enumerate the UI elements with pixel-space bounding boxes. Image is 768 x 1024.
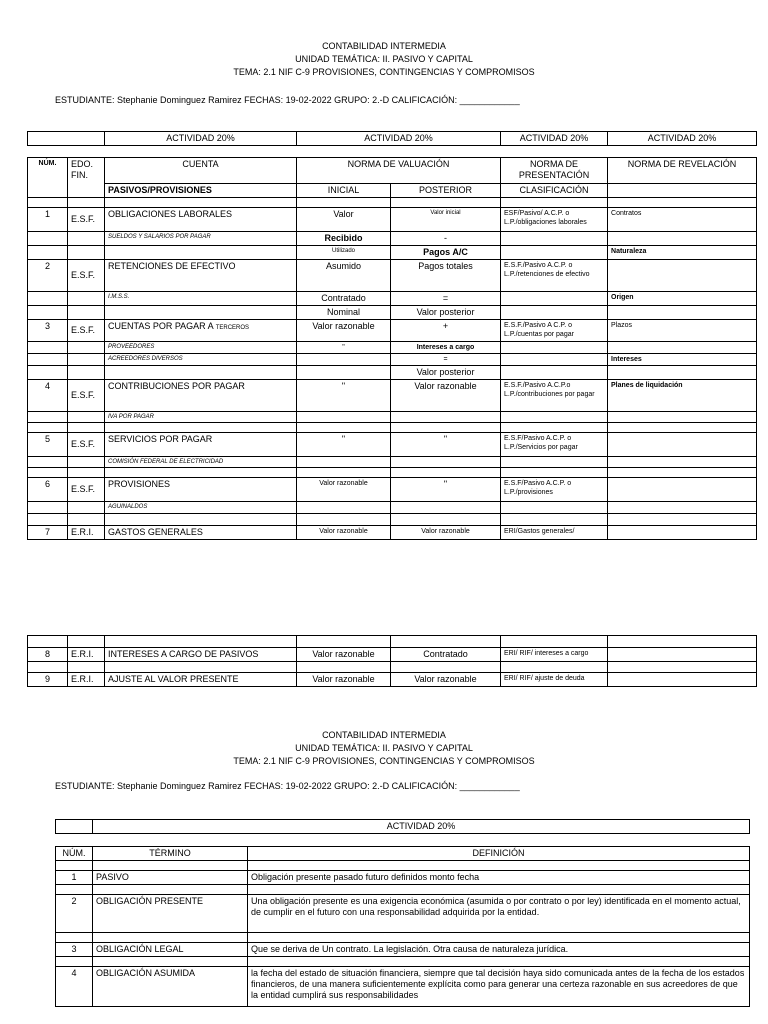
empty-cell: [608, 184, 757, 198]
row-revelacion: Naturaleza: [608, 246, 757, 260]
unit-title: UNIDAD TEMÁTICA: II. PASIVO Y CAPITAL: [295, 743, 473, 753]
header-pasivos: PASIVOS/PROVISIONES: [105, 184, 297, 198]
accounts-table: [27, 157, 757, 540]
row-clasificacion: ERI/ RIF/ intereses a cargo: [501, 648, 608, 662]
row-inicial: Valor razonable: [297, 673, 391, 687]
row-num: 3: [28, 320, 68, 342]
row-posterior: ": [391, 478, 501, 502]
row-posterior: Valor inicial: [391, 208, 501, 232]
row-posterior: Valor posterior: [391, 366, 501, 380]
subaccount: AGUINALDOS: [105, 502, 297, 514]
row-inicial: Nominal: [297, 306, 391, 320]
row-edo: E.S.F.: [68, 478, 105, 502]
row-posterior: =: [391, 292, 501, 306]
row-inicial: Valor razonable: [297, 648, 391, 662]
row-cuenta: [105, 320, 297, 342]
row-cuenta: GASTOS GENERALES: [105, 526, 297, 540]
row-inicial: ": [297, 342, 391, 354]
row-clasificacion: ERI/ RIF/ ajuste de deuda: [501, 673, 608, 687]
row-num: 4: [28, 380, 68, 412]
header-posterior: POSTERIOR: [391, 184, 501, 198]
row-posterior: Contratado: [391, 648, 501, 662]
row-posterior: Valor razonable: [391, 673, 501, 687]
term-name: OBLIGACIÓN PRESENTE: [93, 895, 248, 933]
row-revelacion: Origen: [608, 292, 757, 306]
row-revelacion: Planes de liquidación: [608, 380, 757, 412]
term-definition: Que se deriva de Un contrato. La legislación. Otra causa de naturaleza jurídica.: [248, 943, 750, 957]
row-inicial: ": [297, 380, 391, 412]
activity-blank: [28, 132, 105, 146]
row-inicial: ": [297, 433, 391, 457]
table-row: [28, 208, 757, 232]
row-revelacion: Plazos: [608, 320, 757, 342]
activity-cell: ACTIVIDAD 20%: [608, 132, 757, 146]
term-definition: Obligación presente pasado futuro definidos monto fecha: [248, 871, 750, 885]
row-edo: E.R.I.: [68, 673, 105, 687]
row-inicial: Utilizado: [297, 246, 391, 260]
row-posterior: Valor razonable: [391, 526, 501, 540]
row-edo: E.S.F.: [68, 208, 105, 232]
row-num: 8: [28, 648, 68, 662]
term-definition: Una obligación presente es una exigencia económica (asumida o por contrato o por ley) identificada en el momento actual, de cumplir en el futuro con una responsabilidad adquirida por la entidad.: [248, 895, 750, 933]
header-termino: TÉRMINO: [93, 847, 248, 861]
table-row: [28, 526, 757, 540]
row-clasificacion: E.S.F/Pasivo A.C.P. o L.P./provisiones: [501, 478, 608, 502]
row-num: 2: [28, 260, 68, 292]
row-clasificacion: ESF/Pasivo/ A.C.P. o L.P./obligaciones laborales: [501, 208, 608, 232]
activity-blank: [56, 820, 93, 834]
row-cuenta: OBLIGACIONES LABORALES: [105, 208, 297, 232]
row-edo: E.S.F.: [68, 433, 105, 457]
table-row: [28, 648, 757, 662]
accounts-table-continued: [27, 635, 757, 687]
cuenta-suffix: TERCEROS: [215, 325, 250, 331]
row-posterior: -: [391, 232, 501, 246]
term-row: [56, 943, 750, 957]
row-posterior: Valor posterior: [391, 306, 501, 320]
row-cuenta: PROVISIONES: [105, 478, 297, 502]
activity-cell: ACTIVIDAD 20%: [501, 132, 608, 146]
topic-title: TEMA: 2.1 NIF C-9 PROVISIONES, CONTINGENCIAS Y COMPROMISOS: [233, 756, 535, 766]
row-edo: E.S.F.: [68, 260, 105, 292]
table-row: [28, 380, 757, 412]
term-row: [56, 967, 750, 1007]
row-posterior: +: [391, 320, 501, 342]
header-presentacion: NORMA DE PRESENTACIÓN: [501, 158, 608, 184]
header-num: NÚM.: [28, 158, 68, 198]
row-clasificacion: ERI/Gastos generales/: [501, 526, 608, 540]
topic-title: TEMA: 2.1 NIF C-9 PROVISIONES, CONTINGENCIAS Y COMPROMISOS: [233, 67, 535, 77]
row-revelacion: Intereses: [608, 354, 757, 366]
header-clasificacion: CLASIFICACIÓN: [501, 184, 608, 198]
activity-cell: ACTIVIDAD 20%: [105, 132, 297, 146]
row-posterior: =: [391, 354, 501, 366]
row-cuenta: RETENCIONES DE EFECTIVO: [105, 260, 297, 292]
document-header-1: [0, 40, 768, 79]
term-num: 2: [56, 895, 93, 933]
row-cuenta: SERVICIOS POR PAGAR: [105, 433, 297, 457]
subaccount: IVA POR PAGAR: [105, 412, 297, 423]
activity-cell: ACTIVIDAD 20%: [93, 820, 750, 834]
row-posterior: Pagos totales: [391, 260, 501, 292]
row-posterior: Pagos A/C: [391, 246, 501, 260]
row-edo: E.S.F.: [68, 380, 105, 412]
row-edo: E.S.F.: [68, 320, 105, 342]
student-info: ESTUDIANTE: Stephanie Dominguez Ramirez FECHAS: 19-02-2022 GRUPO: 2.-D CALIFICACIÓN: ____________: [55, 781, 520, 791]
term-num: 4: [56, 967, 93, 1007]
term-row: [56, 871, 750, 885]
header-valuacion: NORMA DE VALUACIÓN: [297, 158, 501, 184]
header-cuenta: CUENTA: [105, 158, 297, 184]
student-info: ESTUDIANTE: Stephanie Dominguez Ramirez FECHAS: 19-02-2022 GRUPO: 2.-D CALIFICACIÓN: ____________: [55, 95, 520, 105]
row-cuenta: AJUSTE AL VALOR PRESENTE: [105, 673, 297, 687]
row-num: 5: [28, 433, 68, 457]
subaccount: I.M.S.S.: [105, 292, 297, 306]
row-cuenta: CONTRIBUCIONES POR PAGAR: [105, 380, 297, 412]
table-row: [28, 673, 757, 687]
row-inicial: Asumido: [297, 260, 391, 292]
header-revelacion: NORMA DE REVELACIÓN: [608, 158, 757, 184]
row-inicial: Valor razonable: [297, 478, 391, 502]
activity-bar: [27, 131, 757, 146]
row-clasificacion: E.S.F/Pasivo A.C.P. o L.P./Servicios por pagar: [501, 433, 608, 457]
row-num: 9: [28, 673, 68, 687]
term-name: PASIVO: [93, 871, 248, 885]
subaccount: SUELDOS Y SALARIOS POR PAGAR: [105, 232, 297, 246]
row-posterior: Valor razonable: [391, 380, 501, 412]
header-definicion: DEFINICIÓN: [248, 847, 750, 861]
row-inicial: Valor: [297, 208, 391, 232]
header-edo: EDO. FIN.: [68, 158, 105, 198]
row-edo: E.R.I.: [68, 648, 105, 662]
row-cuenta: INTERESES A CARGO DE PASIVOS: [105, 648, 297, 662]
term-name: OBLIGACIÓN LEGAL: [93, 943, 248, 957]
course-title: CONTABILIDAD INTERMEDIA: [322, 41, 446, 51]
table-row: [28, 320, 757, 342]
header-num: NÚM.: [56, 847, 93, 861]
subaccount: COMISIÓN FEDERAL DE ELECTRICIDAD: [105, 457, 297, 468]
unit-title: UNIDAD TEMÁTICA: II. PASIVO Y CAPITAL: [295, 54, 473, 64]
row-edo: E.R.I.: [68, 526, 105, 540]
subaccount: ACREEDORES DIVERSOS: [105, 354, 297, 366]
course-title: CONTABILIDAD INTERMEDIA: [322, 730, 446, 740]
row-inicial: Contratado: [297, 292, 391, 306]
document-header-2: [0, 729, 768, 768]
term-definition: la fecha del estado de situación financiera, siempre que tal decisión haya sido comunicada antes de la fecha de los estados financieros, de una manera suficientemente explícita como para generar una certeza razonable en sus acreedores de que la entidad cumplirá sus responsabilidades: [248, 967, 750, 1007]
table-row: [28, 433, 757, 457]
row-revelacion: Contratos: [608, 208, 757, 232]
row-inicial: Valor razonable: [297, 526, 391, 540]
table-row: [28, 478, 757, 502]
activity-cell: ACTIVIDAD 20%: [297, 132, 501, 146]
row-clasificacion: E.S.F./Pasivo A.C.P. o L.P./retenciones de efectivo: [501, 260, 608, 292]
subaccount: PROVEEDORES: [105, 342, 297, 354]
terms-activity-bar: [55, 819, 750, 834]
row-posterior: Intereses a cargo: [391, 342, 501, 354]
row-num: 7: [28, 526, 68, 540]
table-row: [28, 260, 757, 292]
row-num: 6: [28, 478, 68, 502]
row-inicial: Valor razonable: [297, 320, 391, 342]
row-inicial: Recibido: [297, 232, 391, 246]
cuenta-main: CUENTAS POR PAGAR A: [108, 321, 214, 331]
row-posterior: ": [391, 433, 501, 457]
row-clasificacion: E.S.F./Pasivo A.C.P.o L.P./contribuciones por pagar: [501, 380, 608, 412]
term-name: OBLIGACIÓN ASUMIDA: [93, 967, 248, 1007]
term-row: [56, 895, 750, 933]
term-num: 3: [56, 943, 93, 957]
row-clasificacion: E.S.F./Pasivo A C.P. o L.P./cuentas por pagar: [501, 320, 608, 342]
terms-table: [55, 846, 750, 1007]
term-num: 1: [56, 871, 93, 885]
row-num: 1: [28, 208, 68, 232]
header-inicial: INICIAL: [297, 184, 391, 198]
